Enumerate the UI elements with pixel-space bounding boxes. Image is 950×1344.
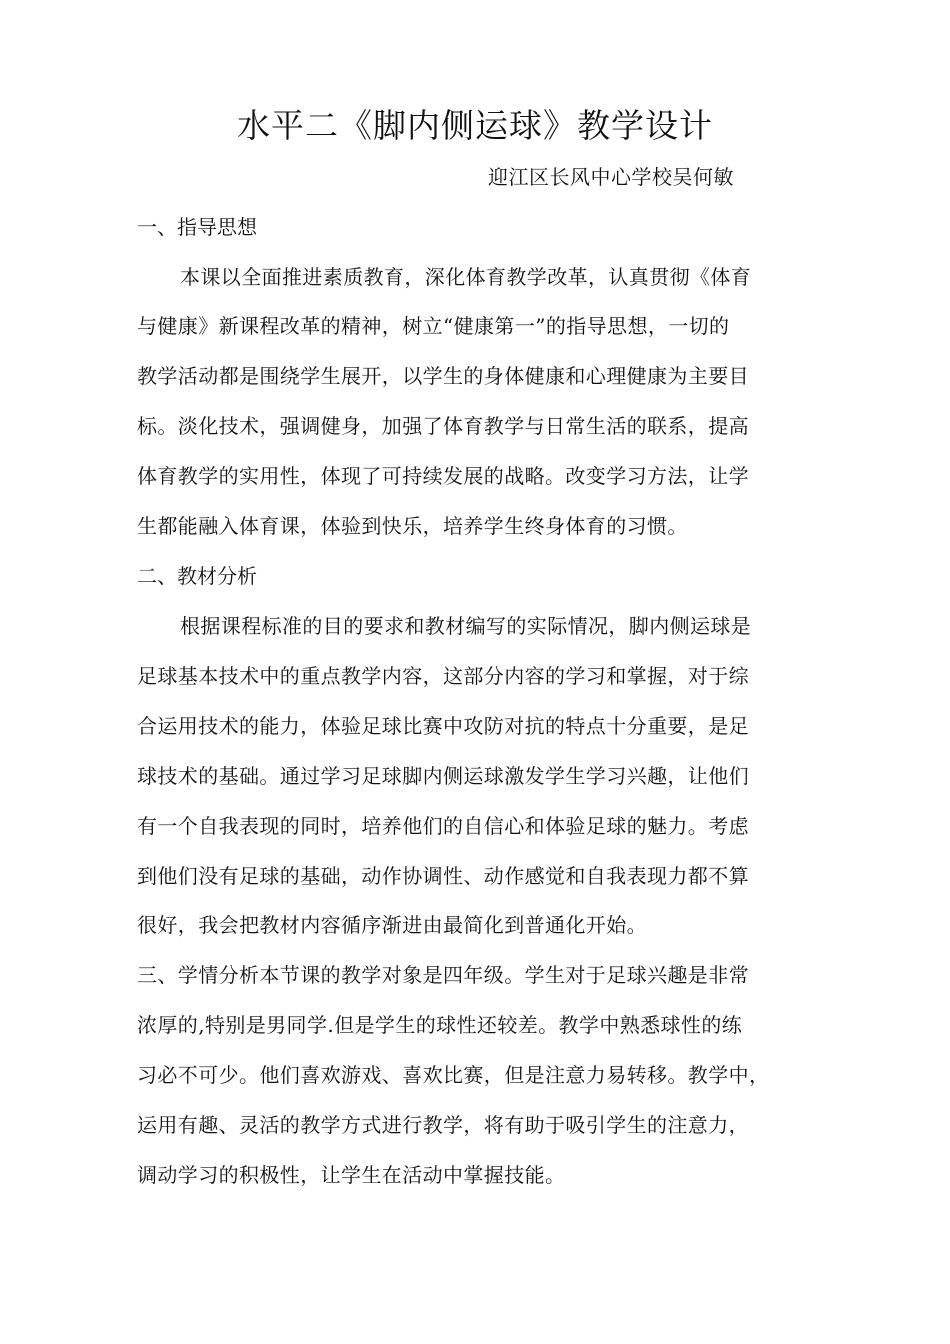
paragraph-line: 合运用技术的能力，体验足球比赛中攻防对抗的特点十分重要，是足	[137, 714, 749, 738]
paragraph-line: 习必不可少。他们喜欢游戏、喜欢比赛，但是注意力易转移。教学中，	[137, 1063, 770, 1087]
paragraph-line: 有一个自我表现的同时，培养他们的自信心和体验足球的魅力。考虑	[137, 814, 749, 838]
paragraph-line: 很好，我会把教材内容循序渐进由最简化到普通化开始。	[137, 913, 647, 937]
paragraph-line: 浓厚的,特别是男同学.但是学生的球性还较差。教学中熟悉球性的练	[137, 1013, 743, 1037]
paragraph-line: 到他们没有足球的基础，动作协调性、动作感觉和自我表现力都不算	[137, 864, 749, 888]
paragraph-line: 运用有趣、灵活的教学方式进行教学，将有助于吸引学生的注意力，	[137, 1113, 749, 1137]
document-title: 水平二《脚内侧运球》教学设计	[237, 106, 713, 145]
paragraph-line: 调动学习的积极性，让学生在活动中掌握技能。	[137, 1163, 566, 1187]
paragraph-line: 标。淡化技术，强调健身，加强了体育教学与日常生活的联系，提高	[137, 414, 749, 438]
paragraph-line: 与健康》新课程改革的精神，树立“健康第一”的指导思想，一切的	[137, 314, 730, 338]
paragraph-line: 根据课程标准的目的要求和教材编写的实际情况，脚内侧运球是	[180, 614, 752, 638]
section-heading-guiding-ideology: 一、指导思想	[137, 215, 257, 239]
paragraph-line: 生都能融入体育课，体验到快乐，培养学生终身体育的习惯。	[137, 514, 688, 538]
section-heading-learner-analysis: 三、学情分析本节课的教学对象是四年级。学生对于足球兴趣是非常	[137, 963, 749, 987]
paragraph-line: 球技术的基础。通过学习足球脚内侧运球激发学生学习兴趣，让他们	[137, 764, 749, 788]
document-author: 迎江区长风中心学校吴何敏	[488, 165, 734, 189]
paragraph-line: 教学活动都是围绕学生展开，以学生的身体健康和心理健康为主要目	[137, 364, 749, 388]
paragraph-line: 足球基本技术中的重点教学内容，这部分内容的学习和掌握，对于综	[137, 664, 749, 688]
paragraph-line: 体育教学的实用性，体现了可持续发展的战略。改变学习方法，让学	[137, 464, 749, 488]
paragraph-line: 本课以全面推进素质教育，深化体育教学改革，认真贯彻《体育	[180, 265, 752, 289]
section-heading-material-analysis: 二、教材分析	[137, 564, 257, 588]
